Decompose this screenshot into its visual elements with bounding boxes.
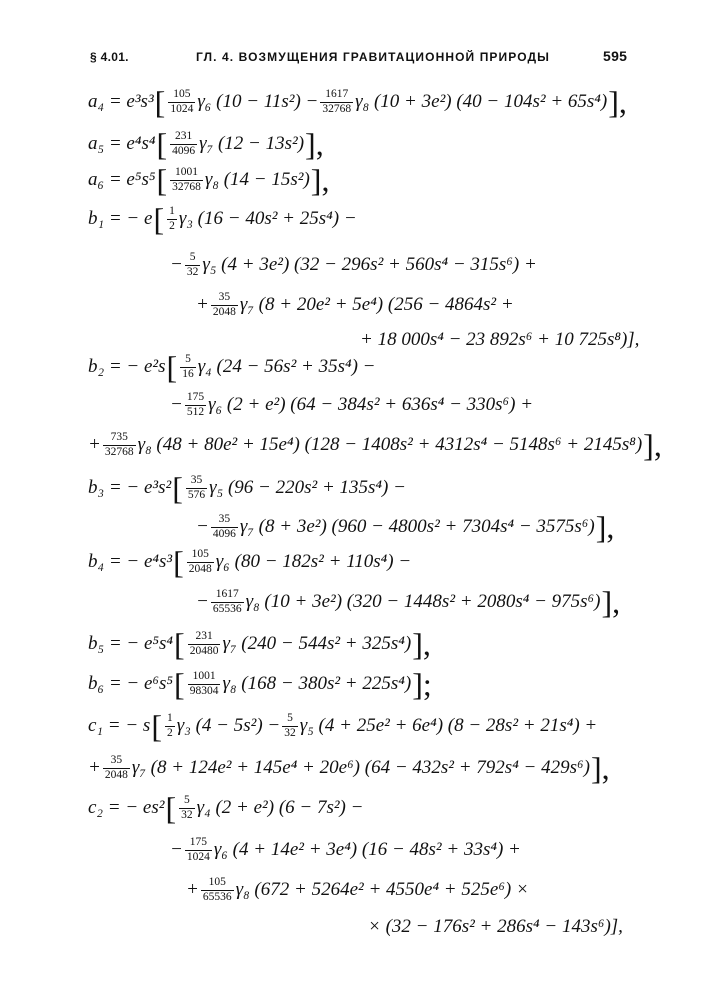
- fraction: [211, 513, 238, 540]
- formula-line: [88, 466, 406, 510]
- close-bracket: ],: [590, 750, 610, 786]
- fraction-denominator: 32768: [322, 102, 352, 115]
- formula-line: [170, 383, 533, 427]
- formula-lhs: +: [196, 294, 209, 315]
- close-bracket: ],: [608, 84, 627, 120]
- formula-expression: γ₆ (2 + e²) (64 − 384s² + 636s⁴ − 330s⁶) +: [208, 394, 534, 415]
- fraction: [185, 391, 206, 418]
- fraction-numerator: 1617: [215, 588, 239, 601]
- formula-expression: γ₅ (4 + 25e² + 6e⁴) (8 − 28s² + 21s⁴) +: [299, 715, 598, 736]
- chapter-title: ГЛ. 4. ВОЗМУЩЕНИЯ ГРАВИТАЦИОННОЙ ПРИРОДЫ: [196, 50, 550, 64]
- open-bracket: [: [156, 162, 168, 198]
- fraction: [211, 588, 244, 615]
- fraction: [320, 88, 353, 115]
- fraction-numerator: 1: [169, 205, 175, 218]
- formula-line: [360, 318, 639, 362]
- fraction-numerator: 1001: [192, 670, 216, 683]
- formula-expression: × (32 − 176s² + 286s⁴ − 143s⁶)],: [368, 916, 623, 937]
- fraction-denominator: 32: [181, 808, 193, 821]
- formula-lhs: a₅ = e⁴s⁴: [88, 133, 156, 154]
- fraction-denominator: 2048: [188, 562, 212, 575]
- formula-lhs: −: [196, 516, 209, 537]
- formula-lhs: b₃ = − e³s²: [88, 477, 172, 498]
- fraction-denominator: 20480: [189, 644, 219, 657]
- open-bracket: [: [173, 544, 184, 580]
- fraction: [103, 431, 136, 458]
- formula-lhs: a₄ = e³s³: [88, 91, 154, 112]
- formula-expression: γ₅ (96 − 220s² + 135s⁴) −: [209, 477, 406, 498]
- fraction: [188, 670, 221, 697]
- formula-lhs: b₆ = − e⁶s⁵: [88, 673, 174, 694]
- close-bracket: ],: [310, 162, 330, 198]
- section-number: § 4.01.: [90, 50, 129, 64]
- page-number: 595: [603, 48, 628, 64]
- fraction-denominator: 32: [284, 726, 296, 739]
- close-bracket: ],: [601, 584, 621, 620]
- fraction-numerator: 35: [190, 474, 203, 487]
- formula-expression: γ₈ (10 + 3e²) (320 − 1448s² + 2080s⁴ − 975s⁶): [245, 591, 601, 612]
- formula-expression: γ₃ (16 − 40s² + 25s⁴) −: [178, 208, 357, 229]
- formula-lhs: −: [196, 591, 209, 612]
- fraction-numerator: 1617: [325, 88, 349, 101]
- formula-line: [88, 746, 611, 790]
- fraction-numerator: 5: [189, 251, 196, 264]
- open-bracket: [: [174, 626, 185, 662]
- fraction-denominator: 1024: [186, 850, 210, 863]
- fraction-denominator: 512: [186, 405, 205, 418]
- formula-expression: + 18 000s⁴ − 23 892s⁶ + 10 725s⁸)],: [360, 329, 640, 350]
- close-bracket: ],: [412, 626, 431, 662]
- open-bracket: [: [166, 349, 178, 385]
- formula-lhs: b₅ = − e⁵s⁴: [88, 633, 174, 654]
- fraction: [186, 474, 207, 501]
- fraction-numerator: 175: [186, 391, 205, 404]
- page-header: [0, 46, 719, 70]
- fraction-denominator: 65536: [212, 602, 242, 615]
- formula-line: [88, 423, 663, 467]
- fraction-denominator: 32768: [104, 445, 134, 458]
- fraction: [168, 88, 195, 115]
- fraction-denominator: 2: [169, 219, 175, 232]
- open-bracket: [: [156, 126, 168, 162]
- fraction-denominator: 2: [166, 726, 173, 739]
- formula-line: [170, 828, 521, 872]
- formula-lhs: −: [170, 254, 183, 275]
- close-bracket: ];: [412, 666, 432, 702]
- fraction-numerator: 35: [218, 291, 231, 304]
- fraction: [170, 166, 203, 193]
- fraction-denominator: 4096: [212, 527, 236, 540]
- fraction: [179, 794, 195, 821]
- fraction: [165, 712, 175, 739]
- formula-line: [88, 622, 432, 666]
- fraction-denominator: 16: [182, 367, 194, 380]
- formula-line: [88, 80, 628, 124]
- formula-expression: γ₇ (8 + 124e² + 145e⁴ + 20e⁶) (64 − 432s² + 792s⁴ − 429s⁶): [131, 757, 590, 778]
- formula-line: [88, 786, 363, 830]
- formula-lhs: c₂ = − es²: [88, 797, 165, 818]
- fraction-numerator: 5: [185, 353, 191, 366]
- formula-line: [88, 662, 433, 706]
- formula-line: [88, 158, 330, 202]
- fraction-numerator: 1: [166, 712, 173, 725]
- open-bracket: [: [151, 708, 162, 744]
- fraction: [185, 251, 201, 278]
- formula-expression: γ₈ (672 + 5264e² + 4550e⁴ + 525e⁶) ×: [235, 879, 529, 900]
- formula-expression: γ₇ (8 + 20e² + 5e⁴) (256 − 4864s² +: [239, 294, 514, 315]
- fraction-numerator: 105: [191, 548, 209, 561]
- formula-expression: γ₆ (10 − 11s²) −: [197, 91, 319, 112]
- formula-expression: γ₃ (4 − 5s²) −: [176, 715, 281, 736]
- fraction: [188, 630, 221, 657]
- fraction-numerator: 105: [173, 88, 191, 101]
- fraction: [103, 754, 130, 781]
- formula-lhs: b₂ = − e²s: [88, 356, 166, 377]
- fraction-numerator: 231: [175, 130, 193, 143]
- formula-expression: γ₄ (24 − 56s² + 35s⁴) −: [197, 356, 376, 377]
- formula-line: [196, 580, 621, 624]
- fraction: [282, 712, 298, 739]
- fraction-denominator: 2048: [104, 768, 128, 781]
- fraction: [211, 291, 238, 318]
- formula-lhs: a₆ = e⁵s⁵: [88, 169, 156, 190]
- formula-expression: γ₆ (80 − 182s² + 110s⁴) −: [215, 551, 412, 572]
- formula-lhs: b₁ = − e: [88, 208, 153, 229]
- fraction-denominator: 65536: [202, 890, 232, 903]
- fraction: [187, 548, 214, 575]
- formula-lhs: +: [186, 879, 199, 900]
- fraction-numerator: 35: [110, 754, 123, 767]
- formula-line: [368, 905, 623, 949]
- formula-line: [88, 197, 357, 241]
- formula-expression: γ₅ (4 + 3e²) (32 − 296s² + 560s⁴ − 315s⁶) +: [202, 254, 537, 275]
- formula-expression: γ₈ (48 + 80e² + 15e⁴) (128 − 1408s² + 4312s⁴ − 5148s⁶ + 2145s⁸): [137, 434, 643, 455]
- formula-expression: γ₈ (10 + 3e²) (40 − 104s² + 65s⁴): [355, 91, 608, 112]
- fraction-denominator: 32: [186, 265, 199, 278]
- formula-lhs: +: [88, 434, 101, 455]
- open-bracket: [: [174, 666, 185, 702]
- fraction-numerator: 35: [218, 513, 231, 526]
- fraction-denominator: 576: [187, 488, 206, 501]
- fraction-numerator: 735: [110, 431, 128, 444]
- fraction: [170, 130, 197, 157]
- formula-expression: γ₈ (168 − 380s² + 225s⁴): [222, 673, 412, 694]
- fraction: [180, 353, 196, 380]
- close-bracket: ],: [305, 126, 324, 162]
- fraction-numerator: 105: [208, 876, 226, 889]
- open-bracket: [: [154, 84, 166, 120]
- formula-lhs: c₁ = − s: [88, 715, 151, 736]
- fraction: [185, 836, 212, 863]
- open-bracket: [: [172, 470, 183, 506]
- open-bracket: [: [153, 201, 165, 237]
- formula-lhs: −: [170, 394, 183, 415]
- formula-lhs: +: [88, 757, 101, 778]
- open-bracket: [: [165, 790, 177, 826]
- formula-line: [170, 243, 537, 287]
- formula-expression: γ₇ (12 − 13s²): [199, 133, 305, 154]
- fraction: [167, 205, 177, 232]
- fraction-numerator: 175: [189, 836, 207, 849]
- fraction-denominator: 32768: [172, 180, 201, 193]
- formula-line: [88, 704, 597, 748]
- formula-lhs: b₄ = − e⁴s³: [88, 551, 173, 572]
- fraction-numerator: 5: [184, 794, 190, 807]
- fraction-numerator: 1001: [175, 166, 198, 179]
- formula-expression: γ₇ (8 + 3e²) (960 − 4800s² + 7304s⁴ − 3575s⁶): [239, 516, 595, 537]
- formula-expression: γ₄ (2 + e²) (6 − 7s²) −: [196, 797, 364, 818]
- fraction-numerator: 5: [287, 712, 293, 725]
- formula-lhs: −: [170, 839, 183, 860]
- fraction-numerator: 231: [195, 630, 213, 643]
- formula-expression: γ₆ (4 + 14e² + 3e⁴) (16 − 48s² + 33s⁴) +: [213, 839, 521, 860]
- fraction-denominator: 2048: [212, 305, 236, 318]
- formula-expression: γ₇ (240 − 544s² + 325s⁴): [222, 633, 412, 654]
- formula-expression: γ₈ (14 − 15s²): [204, 169, 310, 190]
- fraction-denominator: 98304: [189, 684, 219, 697]
- close-bracket: ],: [643, 427, 662, 463]
- fraction-denominator: 4096: [172, 144, 196, 157]
- fraction: [201, 876, 234, 903]
- fraction-denominator: 1024: [170, 102, 194, 115]
- formula-line: [88, 540, 411, 584]
- close-bracket: ],: [595, 509, 615, 545]
